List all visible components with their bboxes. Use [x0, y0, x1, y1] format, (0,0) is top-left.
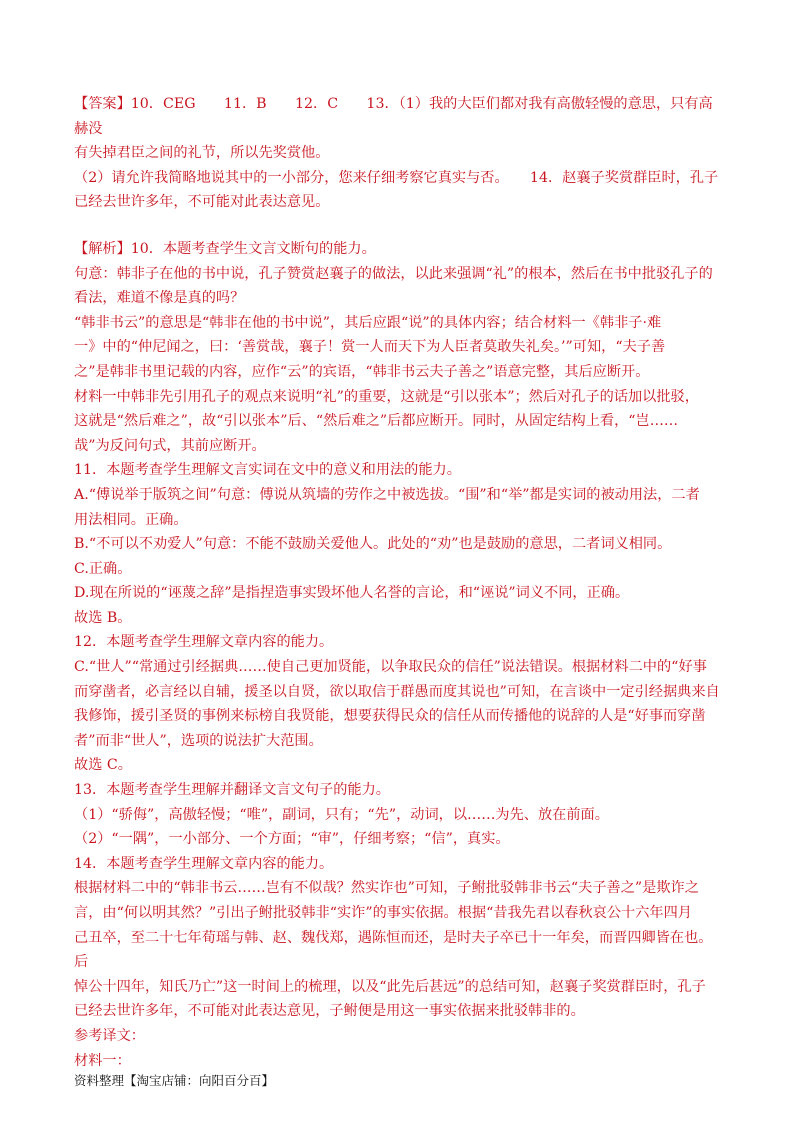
analysis-line: D.现在所说的“诬蔑之辞”是指捏造事实毁坏他人名誉的言论，和“诬说”词义不同，正确。: [74, 585, 630, 602]
analysis-line: （1）“骄侮”，高傲轻慢；“唯”，副词，只有；“先”，动词，以……为先、放在前面。: [74, 806, 609, 823]
analysis-line: 言，由“何以明其然？”引出子鲋批驳韩非“实诈”的事实依据。根据“昔我先君以春秋哀公十六年四月: [74, 905, 692, 921]
analysis-line: 一》中的“仲尼闻之，曰：‘善赏哉，襄子！赏一人而天下为人臣者莫敢失礼矣。’”可知，“夫子善: [74, 339, 666, 356]
answer-line: 已经去世许多年，不可能对此表达意见。: [74, 194, 330, 211]
analysis-section: [74, 237, 726, 1073]
analysis-line: 悼公十四年，知氏乃亡”这一时间上的梳理，以及“此先后甚远”的总结可知，赵襄子奖赏群臣时，孔子: [74, 978, 706, 995]
analysis-heading: 【解析】10．本题考查学生文言文断句的能力。: [74, 240, 376, 257]
translation-heading: 参考译文：: [74, 1027, 145, 1044]
analysis-line: 用法相同。正确。: [74, 511, 188, 528]
analysis-line: 12．本题考查学生理解文章内容的能力。: [74, 634, 334, 651]
analysis-line: 14．本题考查学生理解文章内容的能力。: [74, 855, 334, 872]
analysis-line: （2）“一隅”，一小部分、一个方面；“审”，仔细考察；“信”，真实。: [74, 831, 510, 848]
answer-line: 【答案】10．CEG 11．B 12．C 13．（1）我的大臣们都对我有高傲轻慢的意思，只有高赫没: [74, 96, 713, 137]
analysis-line: 根据材料二中的“韩非书云……岂有不似哉？然实诈也”可知，子鲋批驳韩非书云“夫子善之”是欺诈之: [74, 880, 699, 897]
analysis-line: A.“傅说举于版筑之间”句意：傅说从筑墙的劳作之中被选拔。“围”和“举”都是实词的被动用法，二者: [74, 486, 700, 503]
page-footer: 资料整理【淘宝店铺：向阳百分百】: [74, 1073, 275, 1088]
analysis-line: 故选 B。: [74, 609, 132, 626]
analysis-line: B.“不可以不劝爱人”句意：不能不鼓励关爱他人。此处的“劝”也是鼓励的意思，二者词义相同。: [74, 536, 672, 553]
document-body: [74, 92, 726, 1073]
analysis-line: 句意：韩非子在他的书中说，孔子赞赏赵襄子的做法，以此来强调“礼”的根本，然后在书中批驳孔子的: [74, 265, 713, 282]
analysis-line: 已经去世许多年，不可能对此表达意见，子鲋便是用这一事实依据来批驳韩非的。: [74, 1003, 585, 1020]
analysis-line: 11．本题考查学生理解文言实词在文中的意义和用法的能力。: [74, 462, 461, 479]
answer-line: （2）请允许我简略地说其中的一小部分，您来仔细考察它真实与否。 14．赵襄子奖赏群臣时，孔子: [74, 169, 719, 186]
analysis-line: “韩非书云”的意思是“韩非在他的书中说”，其后应跟“说”的具体内容；结合材料一《韩非子·难: [74, 314, 662, 331]
analysis-line: 哉”为反问句式，其前应断开。: [74, 437, 266, 454]
material-heading: 材料一：: [74, 1052, 131, 1069]
analysis-line: C.正确。: [74, 560, 132, 577]
analysis-line: 看法，难道不像是真的吗？: [74, 290, 245, 307]
section-gap: [74, 215, 726, 237]
analysis-line: 者”而非“世人”，选项的说法扩大范围。: [74, 732, 323, 749]
analysis-line: 这就是“然后难之”，故“引以张本”后、“然后难之”后都应断开。同时，从固定结构上看，“岂……: [74, 413, 679, 430]
analysis-line: 材料一中韩非先引用孔子的观点来说明“礼”的重要，这就是“引以张本”；然后对孔子的话加以批驳，: [74, 388, 699, 405]
analysis-line: 之”是韩非书里记载的内容，应作“云”的宾语，“韩非书云夫子善之”语意完整，其后应断开。: [74, 363, 650, 380]
answer-section: [74, 92, 726, 215]
analysis-line: C.“世人”“常通过引经据典……使自己更加贤能，以争取民众的信任”说法错误。根据材料二中的“好事: [74, 659, 707, 676]
analysis-line: 我修饰，援引圣贤的事例来标榜自我贤能，想要获得民众的信任从而传播他的说辞的人是“好事而穿凿: [74, 708, 706, 725]
analysis-line: 己丑卒，至二十七年荀瑶与韩、赵、魏伐郑，遇陈恒而还，是时夫子卒已十一年矣，而晋四卿皆在也。后: [74, 929, 713, 971]
answer-line: 有失掉君臣之间的礼节，所以先奖赏他。: [74, 145, 330, 162]
analysis-line: 故选 C。: [74, 757, 132, 774]
analysis-line: 而穿凿者，必言经以自辅，援圣以自贤，欲以取信于群愚而度其说也”可知，在言谈中一定引经据典来自: [74, 683, 720, 700]
analysis-line: 13．本题考查学生理解并翻译文言文句子的能力。: [74, 782, 390, 799]
